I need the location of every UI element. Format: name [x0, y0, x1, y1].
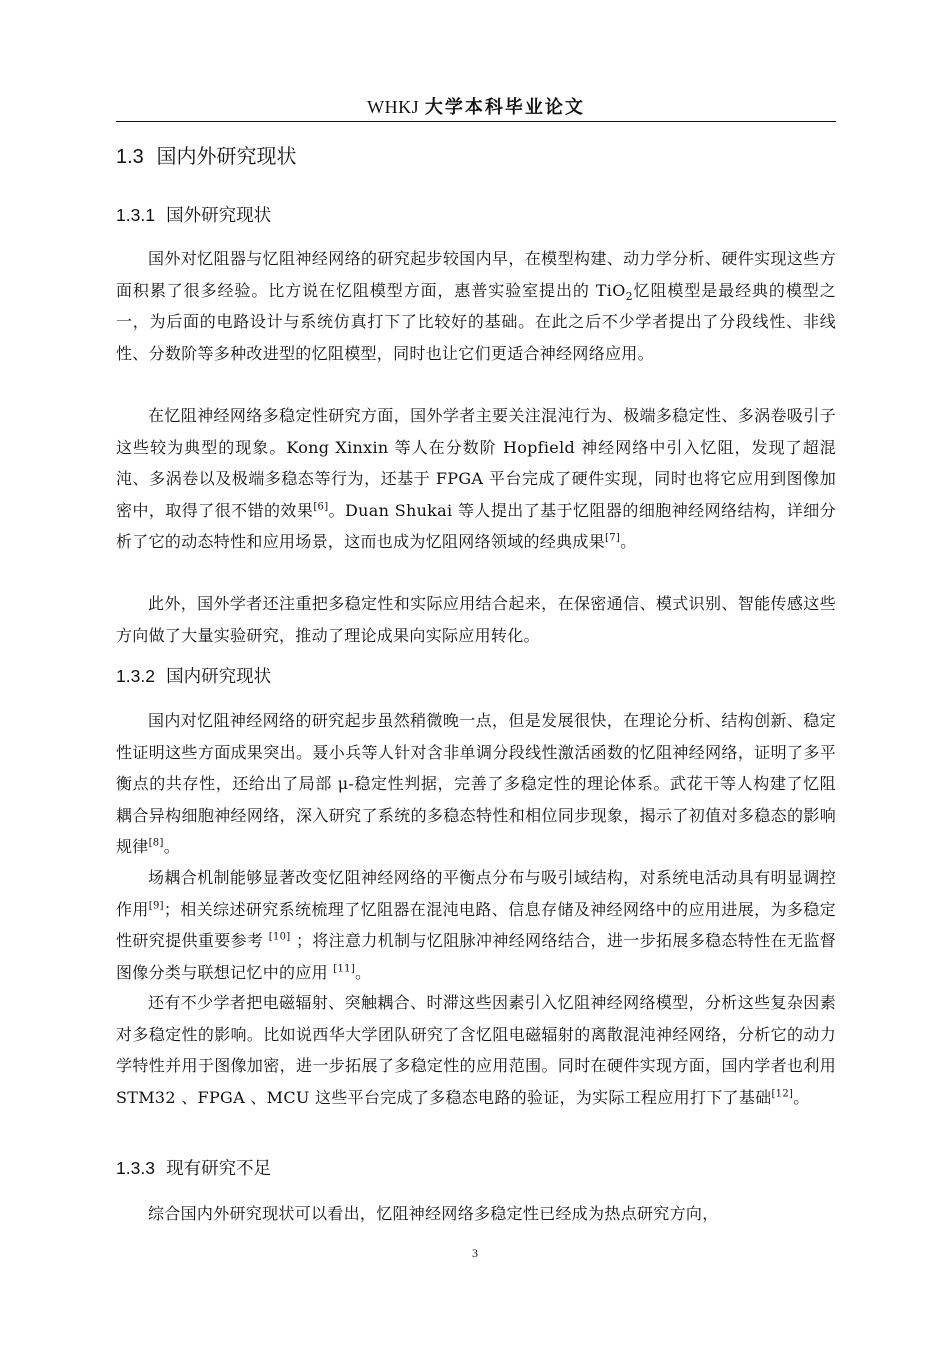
paragraph-2 — [116, 400, 836, 558]
paragraph-5 — [116, 862, 836, 988]
section-title: 国内外研究现状 — [156, 144, 297, 168]
text-run: 还有不少学者把电磁辐射、突触耦合、时滞这些因素引入忆阻神经网络模型，分析这些复杂因素对多稳定性的影响。比如说西华大学团队研究了含忆阻电磁辐射的离散混沌神经网络，分析它的动力学特性并用于图像加密，进一步拓展了多稳定性的应用范围。同时在硬件实现方面，国内学者也利用 STM32 、FPGA 、MCU 这些平台完成了多稳态电路的验证，为实际工程应用打下了基础 — [116, 993, 836, 1107]
paragraph-6 — [116, 987, 836, 1113]
text-run: ；相关综述研究系统梳理了忆阻器在混沌电路、信息存储及神经网络中的应用进展，为多稳定性研究提供重要参考 — [116, 899, 836, 950]
subsection-heading-1-3-3 — [116, 1155, 271, 1182]
header-latin: WHKJ — [367, 97, 420, 117]
citation: [7] — [605, 532, 621, 544]
citation: [12] — [771, 1088, 794, 1100]
subscript: 2 — [625, 289, 633, 303]
text-run: 在忆阻神经网络多稳定性研究方面，国外学者主要关注混沌行为、极端多稳定性、多涡卷吸引子这些较为典型的现象。Kong Xinxin 等人在分数阶 Hopfield 神经网络中引入忆阻，发现了超混沌、多涡卷以及极端多稳态等行为，还基于 FPGA 平台完成了硬件实现，同时也将它应用到图像加密中，取得了很不错的效果 — [116, 406, 836, 520]
text-run: 。 — [620, 532, 637, 551]
page-number: 3 — [472, 1246, 478, 1260]
page-header — [116, 94, 836, 120]
subsection-number: 1.3.2 — [116, 666, 155, 686]
header-rule — [116, 121, 836, 122]
text-run: 国外对忆阻器与忆阻神经网络的研究起步较国内早，在模型构建、动力学分析、硬件实现这些方面积累了很多经验。比方说在忆阻模型方面，惠普实验室提出的 TiO — [116, 249, 836, 300]
text-run: 。 — [163, 837, 180, 856]
header-title: 大学本科毕业论文 — [424, 97, 585, 118]
text-run: 忆阻模型是最经典的模型之一，为后面的电路设计与系统仿真打下了比较好的基础。在此之后不少学者提出了分段线性、非线性、分数阶等多种改进型的忆阻模型，同时也让它们更适合神经网络应用。 — [116, 280, 836, 363]
section-number: 1.3 — [116, 146, 144, 168]
subsection-number: 1.3.1 — [116, 205, 155, 225]
paragraph-3: 此外，国外学者还注重把多稳定性和实际应用结合起来，在保密通信、模式识别、智能传感这些方向做了大量实验研究，推动了理论成果向实际应用转化。 — [116, 594, 836, 645]
subsection-heading-1-3-2 — [116, 663, 271, 690]
section-heading-1-3 — [116, 142, 297, 171]
citation: [11] — [333, 963, 356, 975]
citation: [9] — [148, 900, 164, 912]
subsection-heading-1-3-1 — [116, 202, 271, 229]
paragraph-1 — [116, 243, 836, 369]
citation: [8] — [148, 837, 164, 849]
subsection-title: 现有研究不足 — [166, 1159, 272, 1179]
citation: [10] — [268, 931, 291, 943]
paragraph-4 — [116, 705, 836, 863]
paragraph-7: 综合国内外研究现状可以看出，忆阻神经网络多稳定性已经成为热点研究方向， — [148, 1204, 719, 1223]
subsection-title: 国内研究现状 — [166, 667, 272, 687]
text-run: ；将注意力机制与忆阻脉冲神经网络结合，进一步拓展多稳态特性在无监督图像分类与联想记忆中的应用 — [116, 931, 836, 982]
text-run: 。 — [355, 962, 372, 982]
text-run: 场耦合机制能够显著改变忆阻神经网络的平衡点分布与吸引域结构，对系统电活动具有明显调控作用 — [116, 868, 836, 919]
subsection-title: 国外研究现状 — [166, 206, 272, 226]
citation: [6] — [313, 501, 329, 513]
subsection-number: 1.3.3 — [116, 1158, 155, 1178]
text-run: 。 — [793, 1087, 810, 1107]
text-run: 。Duan Shukai 等人提出了基于忆阻器的细胞神经网络结构，详细分析了它的动态特性和应用场景，这而也成为忆阻网络领域的经典成果 — [116, 500, 836, 551]
text-run: 国内对忆阻神经网络的研究起步虽然稍微晚一点，但是发展很快，在理论分析、结构创新、稳定性证明这些方面成果突出。聂小兵等人针对含非单调分段线性激活函数的忆阻神经网络，证明了多平衡点的共存性，还给出了局部 μ-稳定性判据，完善了多稳定性的理论体系。武花干等人构建了忆阻耦合异构细胞神经网络，深入研究了系统的多稳态特性和相位同步现象，揭示了初值对多稳态的影响规律 — [116, 711, 836, 856]
